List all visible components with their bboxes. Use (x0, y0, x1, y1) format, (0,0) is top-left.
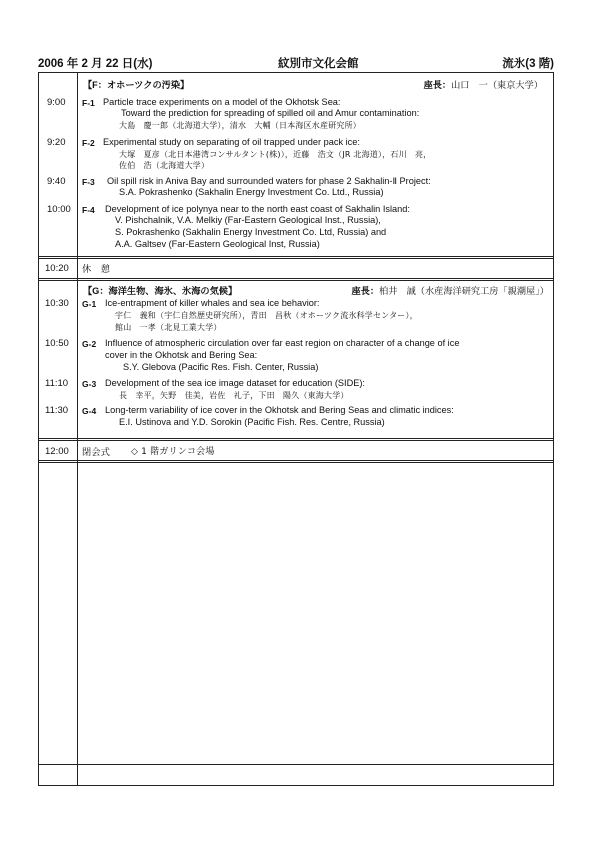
talk-code: F-2 (82, 138, 95, 148)
talk-authors: S. Pokrashenko (Sakhalin Energy Investment Co. Ltd, Russia) and (115, 227, 387, 237)
closing-label: 閉会式 (82, 447, 111, 458)
talk-code: G-3 (82, 379, 97, 389)
talk-authors: S.A. Pokrashenko (Sakhalin Energy Investment Co. Ltd., Russia) (119, 187, 384, 197)
talk-time: 10:00 (47, 204, 71, 215)
talk-authors: 佐伯 浩（北海道大学） (119, 161, 210, 170)
talk-time: 9:40 (47, 176, 66, 187)
closing-venue-note: ◇ 1 階ガリンコ会場 (131, 447, 215, 457)
schedule-table (38, 72, 554, 786)
talk-title: Influence of atmospheric circulation over far east region on character of a change of ice (105, 338, 460, 348)
closing-time: 12:00 (45, 446, 69, 457)
talk-authors: S.Y. Glebova (Pacific Res. Fish. Center, Russia) (123, 362, 319, 372)
talk-title: Development of ice polynya near to the north east coast of Sakhalin Island: (105, 204, 410, 214)
talk-authors: E.I. Ustinova and Y.D. Sorokin (Pacific Fish. Res. Centre, Russia) (119, 417, 385, 427)
talk-time: 9:00 (47, 97, 66, 108)
talk-title: Development of the sea ice image dataset for education (SIDE): (105, 378, 365, 388)
talk-code: G-2 (82, 339, 97, 349)
talk-authors: 館山 一孝（北見工業大学） (115, 323, 222, 332)
header-date: 2006 年 2 月 22 日(水) (38, 58, 153, 70)
session-g-title: 【G：海洋生物、海氷、氷海の気候】 (83, 286, 238, 296)
chair-label: 座長： (351, 286, 380, 296)
session-g-chair (351, 286, 549, 297)
talk-title: Experimental study on separating of oil trapped under pack ice: (103, 137, 360, 147)
session-f-chair (424, 80, 543, 91)
row-divider (39, 460, 553, 463)
talk-time: 9:20 (47, 137, 66, 148)
break-time: 10:20 (45, 263, 69, 274)
talk-time: 10:50 (45, 338, 69, 349)
talk-time: 11:30 (45, 405, 69, 416)
talk-authors: A.A. Galtsev (Far-Eastern Geological Inst, Russia) (115, 239, 320, 249)
time-column-divider (77, 73, 78, 785)
talk-authors: 宇仁 義和（宇仁自然歴史研究所），青田 昌秋（オホーツク流氷科学センター）， (115, 311, 418, 320)
row-divider (39, 764, 553, 765)
row-divider (39, 256, 553, 259)
talk-code: F-4 (82, 205, 95, 215)
talk-authors: 大島 慶一郎（北海道大学），清水 大輔（日本海区水産研究所） (119, 121, 361, 130)
talk-title: Ice-entrapment of killer whales and sea ice behavior: (105, 298, 320, 308)
header-room: 流氷(3 階) (502, 58, 554, 70)
talk-authors: 長 幸平，矢野 佳美，岩佐 礼子，下田 陽久（東海大学） (119, 391, 349, 400)
talk-code: F-1 (82, 98, 95, 108)
talk-authors: V. Pishchalnik, V.A. Melkiy (Far-Eastern Geological Inst., Russia), (115, 215, 381, 225)
talk-code: G-4 (82, 406, 97, 416)
talk-title: Particle trace experiments on a model of the Okhotsk Sea: (103, 97, 341, 107)
chair-name: 山口 一（東京大学） (451, 80, 543, 90)
row-divider (39, 278, 553, 281)
chair-label: 座長： (423, 80, 452, 90)
talk-authors: 大塚 夏彦（北日本港湾コンサルタント(株)），近藤 浩文（JR 北海道），石川 亮， (119, 150, 432, 159)
session-f-title: 【F：オホーツクの汚染】 (83, 80, 190, 90)
break-label: 休 憩 (82, 264, 111, 275)
talk-code: F-3 (82, 177, 95, 187)
talk-time: 11:10 (45, 378, 69, 389)
talk-title: Oil spill risk in Aniva Bay and surrounded waters for phase 2 Sakhalin-Ⅱ Project: (107, 176, 431, 186)
page-header (38, 55, 554, 71)
chair-name: 柏井 誠（水産海洋研究工房「親潮屋」） (379, 286, 549, 296)
row-divider (39, 438, 553, 441)
talk-code: G-1 (82, 299, 97, 309)
header-venue: 紋別市文化会館 (278, 58, 359, 70)
talk-title-cont: Toward the prediction for spreading of spilled oil and Amur contamination: (121, 108, 420, 118)
talk-time: 10:30 (45, 298, 69, 309)
talk-title: Long-term variability of ice cover in the Okhotsk and Bering Seas and climatic indices: (105, 405, 454, 415)
talk-title-cont: cover in the Okhotsk and Bering Sea: (105, 350, 258, 360)
